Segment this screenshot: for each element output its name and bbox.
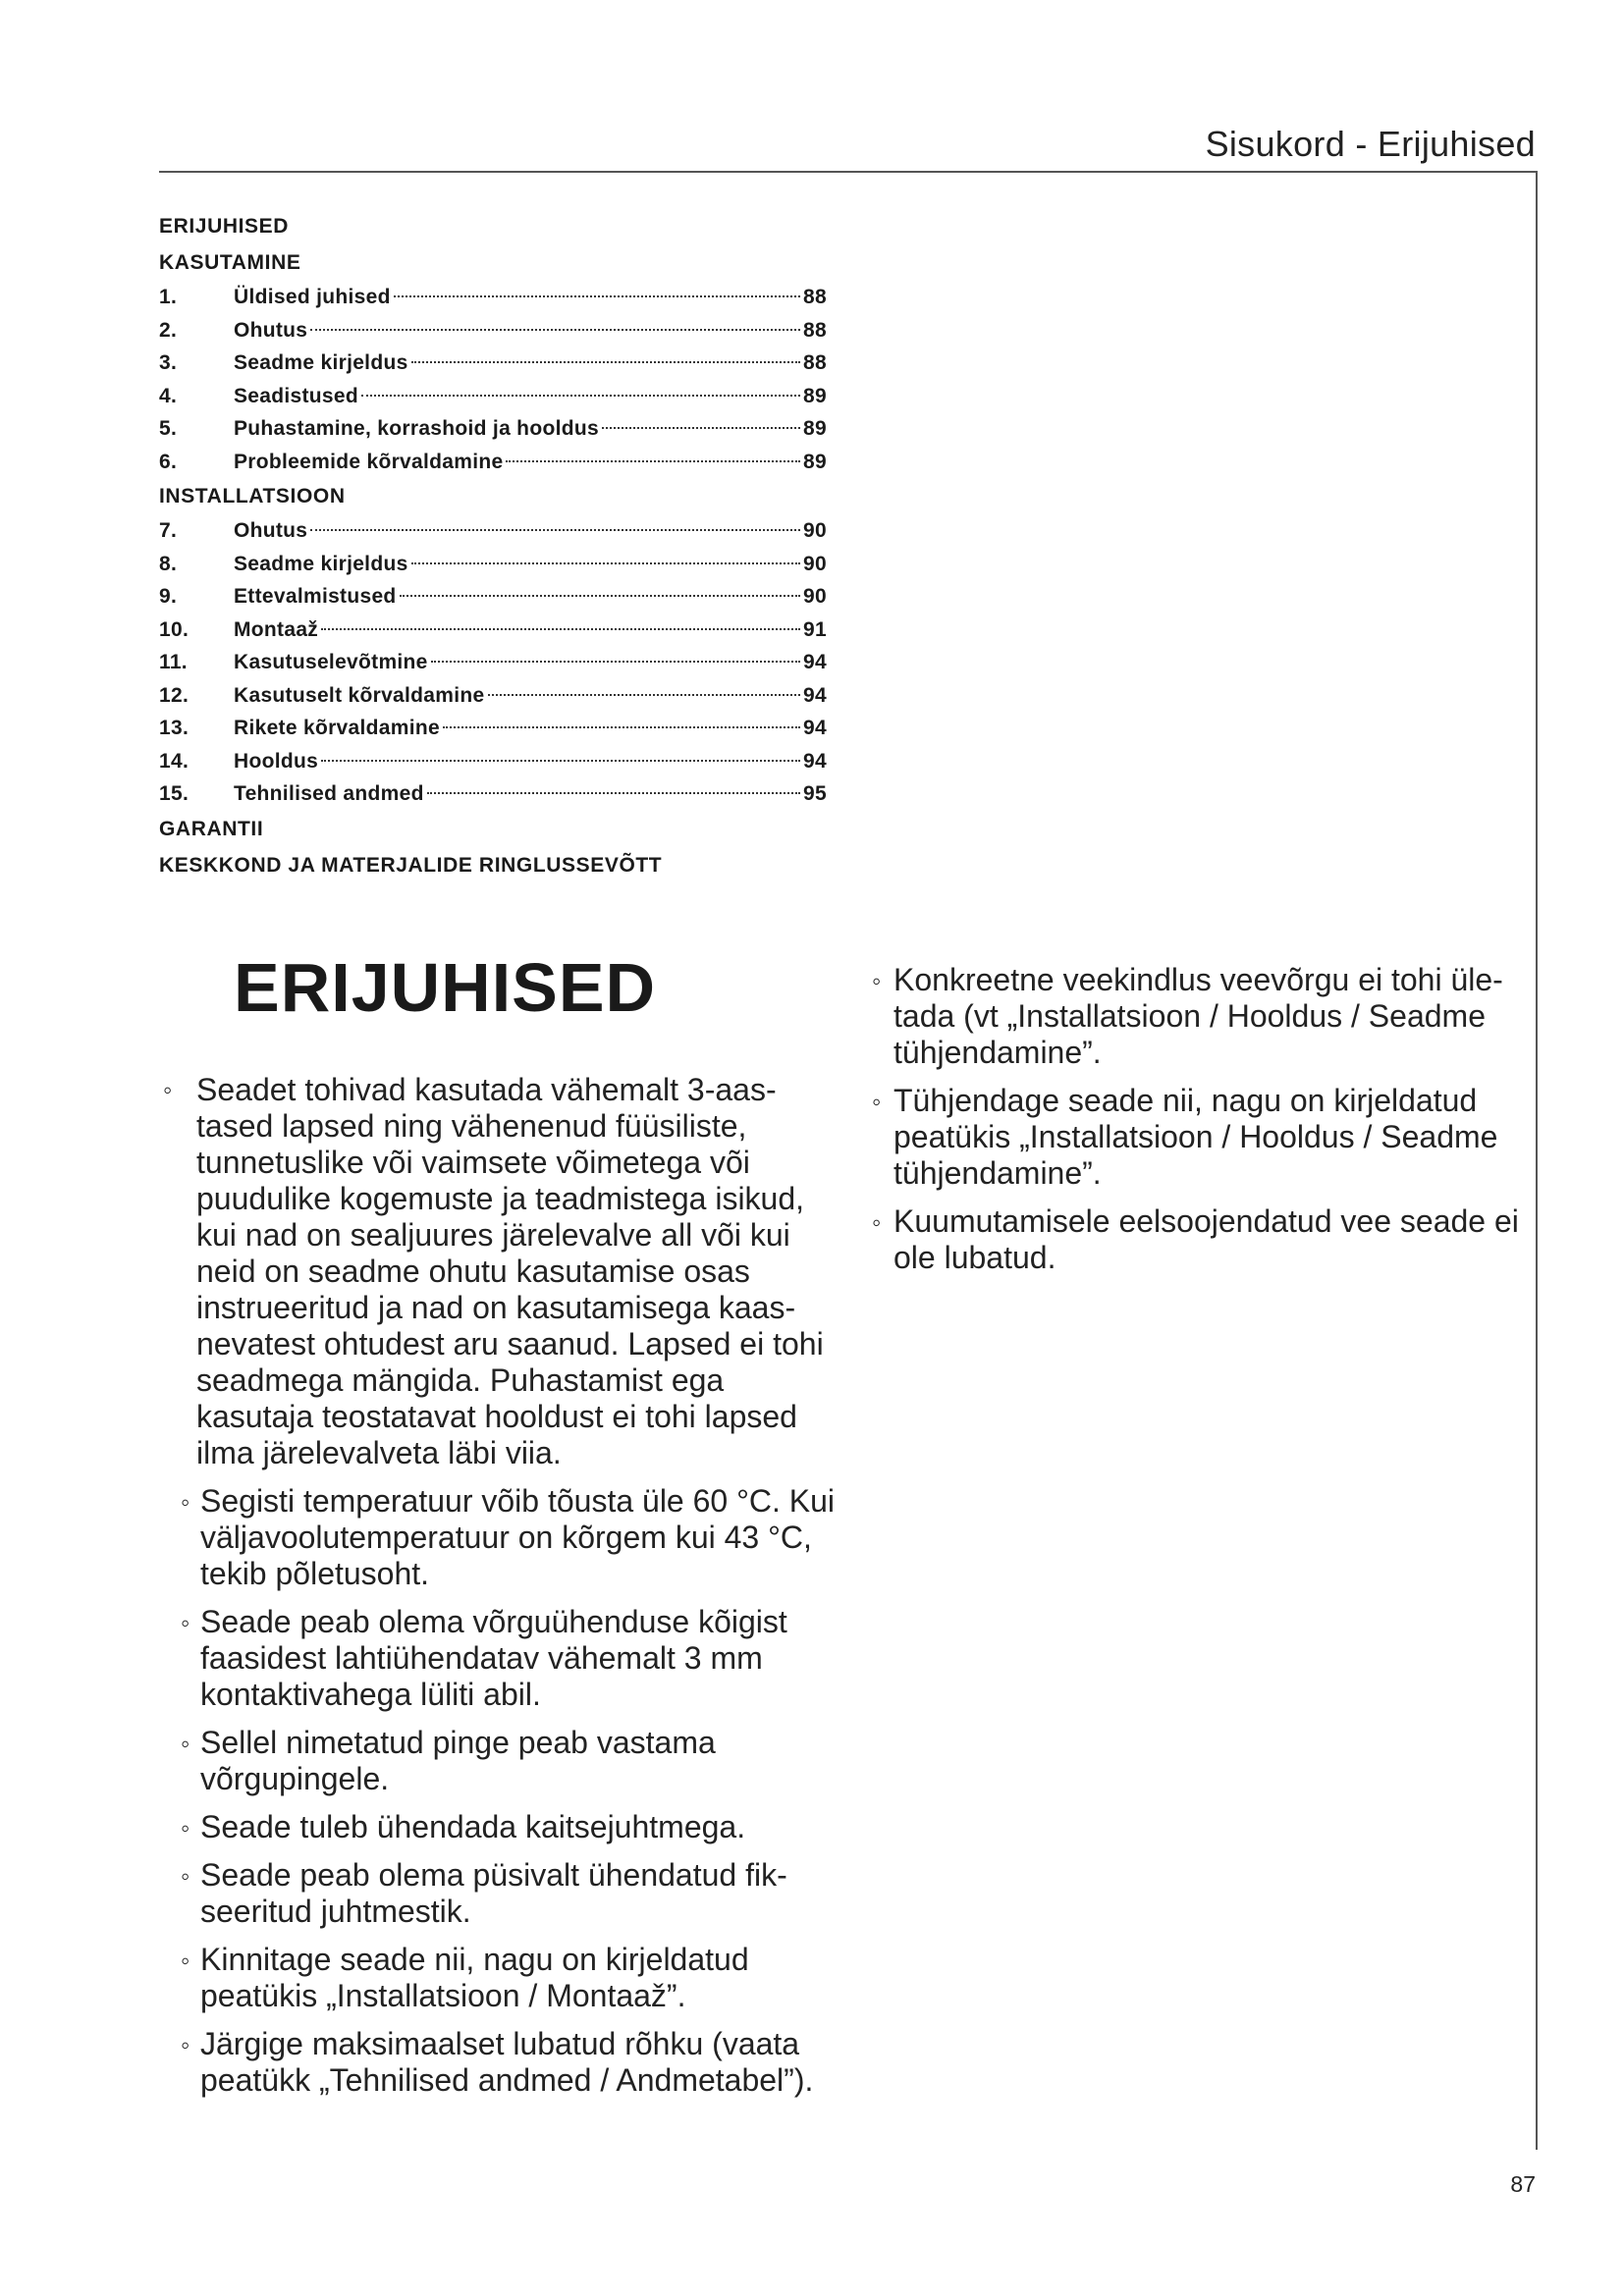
toc-entry-page: 88 bbox=[803, 351, 827, 374]
page-number: 87 bbox=[1510, 2171, 1536, 2197]
toc-entry-number: 15. bbox=[159, 782, 189, 805]
toc-entry-label: Üldised juhised bbox=[234, 286, 391, 308]
toc-entry-label: Seadistused bbox=[234, 384, 359, 407]
right-margin-rule bbox=[1536, 171, 1538, 2150]
toc-entry[interactable] bbox=[159, 614, 827, 647]
toc-leader-dots bbox=[321, 628, 800, 630]
toc-entry-label: Probleemide kõrvaldamine bbox=[234, 450, 504, 473]
toc-leader-dots bbox=[394, 295, 800, 297]
bullet-marker: ◦ bbox=[181, 1608, 190, 1637]
right-text-column bbox=[872, 962, 1532, 1288]
bullet-text: Seade peab olema võrguühenduse kõigist faasidest lahtiühendatav vähemalt 3 mm kontaktivahega lüliti abil. bbox=[200, 1604, 787, 1712]
bullet-marker: ◦ bbox=[181, 1487, 190, 1517]
bullet-text: Sellel nimetatud pinge peab vastama võrgupingele. bbox=[200, 1725, 716, 1796]
page-header-title: Sisukord - Erijuhised bbox=[1205, 124, 1536, 164]
toc-entry-number: 13. bbox=[159, 717, 189, 739]
bullet-marker: ◦ bbox=[872, 1207, 882, 1237]
toc-entry-number: 14. bbox=[159, 749, 189, 773]
toc-entry-page: 94 bbox=[803, 717, 827, 739]
toc-entry[interactable] bbox=[159, 446, 827, 479]
bullet-text: Konkreetne veekindlus veevõrgu ei tohi üle-tada (vt „Installatsioon / Hooldus / Seadme tühjendamine”. bbox=[893, 962, 1503, 1070]
bullet-item bbox=[872, 1203, 1532, 1276]
toc-leader-dots bbox=[321, 760, 800, 762]
toc-entry-page: 89 bbox=[803, 384, 827, 407]
toc-leader-dots bbox=[506, 460, 800, 462]
bullet-item bbox=[161, 1809, 839, 1845]
bullet-marker: ◦ bbox=[163, 1075, 173, 1104]
bullet-item bbox=[872, 962, 1532, 1071]
toc-entry-label: Rikete kõrvaldamine bbox=[234, 717, 440, 739]
bullet-marker: ◦ bbox=[181, 2030, 190, 2059]
toc-entry-number: 1. bbox=[159, 286, 178, 308]
toc-entry-label: Seadme kirjeldus bbox=[234, 351, 408, 374]
toc-entry-number: 10. bbox=[159, 617, 189, 641]
bullet-text: Järgige maksimaalset lubatud rõhku (vaata peatükk „Tehnilised andmed / Andmetabel”). bbox=[200, 2026, 814, 2098]
toc-entry-label: Seadme kirjeldus bbox=[234, 552, 408, 575]
toc-entry-label: Montaaž bbox=[234, 617, 319, 641]
toc-leader-dots bbox=[361, 395, 800, 397]
toc-entry-page: 94 bbox=[803, 749, 827, 773]
toc-leader-dots bbox=[488, 694, 801, 696]
header-divider bbox=[159, 171, 1538, 173]
toc-entry[interactable] bbox=[159, 679, 827, 713]
toc-entry-label: Hooldus bbox=[234, 749, 319, 773]
bullet-item bbox=[872, 1083, 1532, 1192]
toc-entry-label: Ettevalmistused bbox=[234, 585, 397, 608]
toc-entry[interactable] bbox=[159, 514, 827, 548]
bullet-item bbox=[161, 1483, 839, 1592]
toc-leader-dots bbox=[427, 792, 800, 794]
bullet-text: Seade tuleb ühendada kaitsejuhtmega. bbox=[200, 1809, 746, 1844]
bullet-item bbox=[161, 1725, 839, 1797]
bullet-text: Seadet tohivad kasutada vähemalt 3-aas-tased lapsed ning vähenenud füüsiliste, tunnetuslike või vaimsete võimetega või puudulike kogemuste ja teadmistega isikud, kui nad on sealjuures järelevalve all või kui neid on seadme ohutu kasutamise osas instrueeritud ja nad on kasutamisega kaas-nevatest ohtudest aru saanud. Lapsed ei tohi seadmega mängida. Puhastamist ega kasutaja teostatavat hooldust ei tohi lapsed ilma järelevalveta läbi viia. bbox=[196, 1072, 824, 1470]
bullet-text: Tühjendage seade nii, nagu on kirjeldatud peatükis „Installatsioon / Hooldus / Seadme tühjendamine”. bbox=[893, 1083, 1498, 1191]
toc-entry-page: 95 bbox=[803, 782, 827, 805]
toc-leader-dots bbox=[602, 427, 800, 429]
toc-entry[interactable] bbox=[159, 380, 827, 413]
toc-entry-number: 7. bbox=[159, 519, 178, 542]
bullet-text: Kinnitage seade nii, nagu on kirjeldatud peatükis „Installatsioon / Montaaž”. bbox=[200, 1942, 749, 2013]
toc-section-kasutamine[interactable]: KASUTAMINE bbox=[159, 251, 301, 274]
bullet-marker: ◦ bbox=[181, 1813, 190, 1842]
toc-entry[interactable] bbox=[159, 412, 827, 446]
toc-entry-page: 88 bbox=[803, 286, 827, 308]
toc-entry-number: 12. bbox=[159, 683, 189, 707]
bullet-item bbox=[161, 1857, 839, 1930]
toc-section-erijuhised[interactable]: ERIJUHISED bbox=[159, 215, 290, 238]
section-title: ERIJUHISED bbox=[234, 949, 657, 1026]
toc-leader-dots bbox=[411, 562, 800, 564]
toc-entry[interactable] bbox=[159, 347, 827, 380]
bullet-text: Segisti temperatuur võib tõusta üle 60 °C. Kui väljavoolutemperatuur on kõrgem kui 43 °C, tekib põletusoht. bbox=[200, 1483, 836, 1591]
toc-entry-page: 94 bbox=[803, 683, 827, 707]
toc-leader-dots bbox=[400, 595, 800, 597]
toc-entry-page: 90 bbox=[803, 519, 827, 542]
toc-entry-number: 6. bbox=[159, 450, 178, 473]
bullet-text: Kuumutamisele eelsoojendatud vee seade ei ole lubatud. bbox=[893, 1203, 1519, 1275]
toc-leader-dots bbox=[443, 726, 800, 728]
bullet-marker: ◦ bbox=[872, 1087, 882, 1116]
bullet-item bbox=[161, 1604, 839, 1713]
toc-entry[interactable] bbox=[159, 281, 827, 314]
bullet-marker: ◦ bbox=[872, 966, 882, 995]
toc-leader-dots bbox=[431, 661, 800, 663]
toc-section-keskkond[interactable]: KESKKOND JA MATERJALIDE RINGLUSSEVÕTT bbox=[159, 853, 663, 877]
toc-entry-number: 2. bbox=[159, 318, 178, 342]
bullet-item bbox=[161, 1072, 839, 1471]
toc-entry-label: Ohutus bbox=[234, 519, 308, 542]
bullet-marker: ◦ bbox=[181, 1729, 190, 1758]
toc-section-installatsioon[interactable]: INSTALLATSIOON bbox=[159, 485, 346, 507]
toc-entry-label: Kasutuselt kõrvaldamine bbox=[234, 683, 485, 707]
toc-entry-page: 88 bbox=[803, 318, 827, 342]
toc-entry[interactable] bbox=[159, 777, 827, 811]
toc-entry[interactable] bbox=[159, 548, 827, 581]
bullet-text: Seade peab olema püsivalt ühendatud fik-seeritud juhtmestik. bbox=[200, 1857, 787, 1929]
toc-entry-number: 11. bbox=[159, 651, 188, 673]
toc-section-garantii[interactable]: GARANTII bbox=[159, 817, 264, 840]
toc-leader-dots bbox=[310, 529, 800, 531]
toc-entry-page: 89 bbox=[803, 417, 827, 440]
toc-entry-page: 91 bbox=[803, 617, 827, 641]
toc-entry-label: Kasutuselevõtmine bbox=[234, 651, 428, 673]
toc-entry-page: 94 bbox=[803, 651, 827, 673]
toc-entry-label: Tehnilised andmed bbox=[234, 782, 424, 805]
toc-entry[interactable] bbox=[159, 712, 827, 745]
toc-entry[interactable] bbox=[159, 745, 827, 778]
toc-entry[interactable] bbox=[159, 580, 827, 614]
toc-entry[interactable] bbox=[159, 646, 827, 679]
toc-entry-label: Ohutus bbox=[234, 318, 308, 342]
toc-entry[interactable] bbox=[159, 314, 827, 347]
toc-entry-page: 90 bbox=[803, 552, 827, 575]
toc-entry-number: 9. bbox=[159, 585, 178, 608]
bullet-item bbox=[161, 2026, 839, 2099]
toc-entry-number: 8. bbox=[159, 552, 178, 575]
toc-leader-dots bbox=[310, 329, 800, 331]
toc-leader-dots bbox=[411, 361, 800, 363]
bullet-marker: ◦ bbox=[181, 1861, 190, 1891]
bullet-marker: ◦ bbox=[181, 1946, 190, 1975]
toc-entry-page: 90 bbox=[803, 585, 827, 608]
left-text-column bbox=[161, 1072, 839, 2110]
toc-entry-number: 3. bbox=[159, 351, 178, 374]
toc-entry-number: 5. bbox=[159, 417, 178, 440]
table-of-contents bbox=[159, 208, 827, 883]
toc-entry-number: 4. bbox=[159, 384, 178, 407]
toc-entry-page: 89 bbox=[803, 450, 827, 473]
bullet-item bbox=[161, 1942, 839, 2014]
toc-entry-label: Puhastamine, korrashoid ja hooldus bbox=[234, 417, 599, 440]
